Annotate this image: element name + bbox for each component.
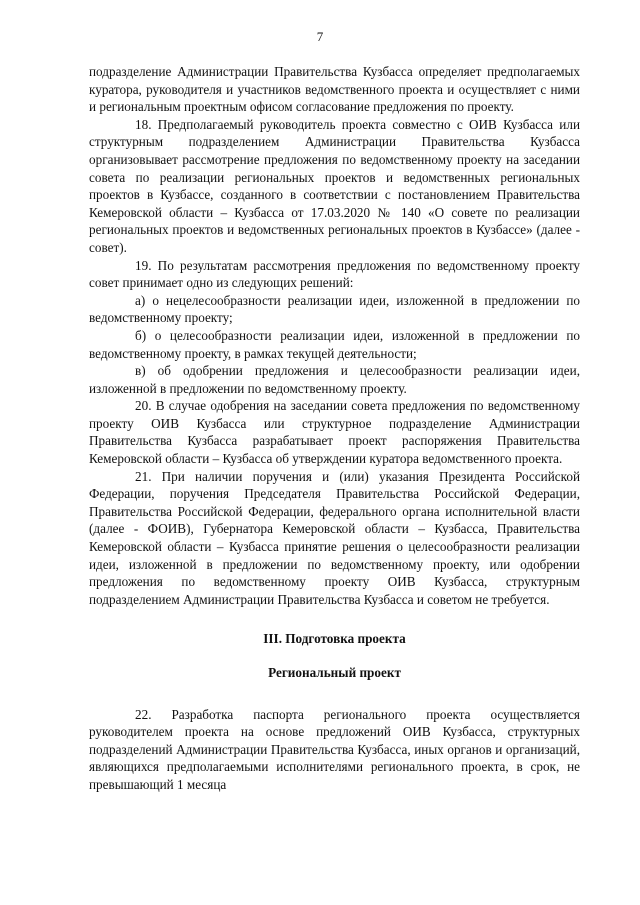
paragraph-20: 20. В случае одобрения на заседании совета предложения по ведомственному проекту ОИВ Кузбасса или структурное подразделение Администрации Правительства Кузбасса разрабатывает проект распоряжения Правительства Кемеровской области – Кузбасса об утверждении куратора ведомственного проекта. <box>89 398 580 467</box>
paragraph-18: 18. Предполагаемый руководитель проекта совместно с ОИВ Кузбасса или структурным подразделением Администрации Правительства Кузбасса организовывает рассмотрение предложения по ведомственному проекту на заседании совета по реализации региональных проектов и ведомственных региональных проектов в Кузбассе, созданного в соответствии с постановлением Правительства Кемеровской области – Кузбасса от 17.03.2020 № 140 «О совете по реализации региональных проектов и ведомственных региональных проектов в Кузбассе» (далее - совет). <box>89 116 580 255</box>
paragraph-19: 19. По результатам рассмотрения предложения по ведомственному проекту совет принимает одно из следующих решений: <box>89 257 580 291</box>
paragraph-continuation: подразделение Администрации Правительства Кузбасса определяет предполагаемых куратора, руководителя и участников ведомственного проекта и осуществляет с ними и региональным проектным офисом согласование предложения по проекту. <box>89 64 580 115</box>
section-heading: III. Подготовка проекта <box>263 631 406 647</box>
page-number: 7 <box>316 29 324 44</box>
paragraph-19-b: б) о целесообразности реализации идеи, изложенной в предложении по ведомственному проекту, в рамках текущей деятельности; <box>89 327 580 361</box>
document-body <box>89 63 580 794</box>
subsection-heading: Региональный проект <box>268 665 401 680</box>
paragraph-21: 21. При наличии поручения и (или) указания Президента Российской Федерации, поручения Председателя Правительства Российской Федерации, Правительства Российской Федерации, федерального органа исполнительной власти (далее - ФОИВ), Губернатора Кемеровской области – Кузбасса, Правительства Кемеровской области – Кузбасса принятие решения о целесообразности реализации идеи, изложенной в предложении по ведомственному проекту, или одобрении предложения по ведомственному проекту ОИВ Кузбасса, структурным подразделением Администрации Правительства Кузбасса и советом не требуется. <box>89 468 580 607</box>
paragraph-19-a: а) о нецелесообразности реализации идеи, изложенной в предложении по ведомственному проекту; <box>89 292 580 326</box>
paragraph-19-c: в) об одобрении предложения и целесообразности реализации идеи, изложенной в предложении по ведомственному проекту. <box>89 363 580 396</box>
paragraph-22: 22. Разработка паспорта регионального проекта осуществляется руководителем проекта на основе предложений ОИВ Кузбасса, структурных подразделений Администрации Правительства Кузбасса, иных органов и организаций, являющихся предполагаемыми исполнителями регионального проекта, в срок, не превышающий 1 месяца <box>89 706 580 792</box>
